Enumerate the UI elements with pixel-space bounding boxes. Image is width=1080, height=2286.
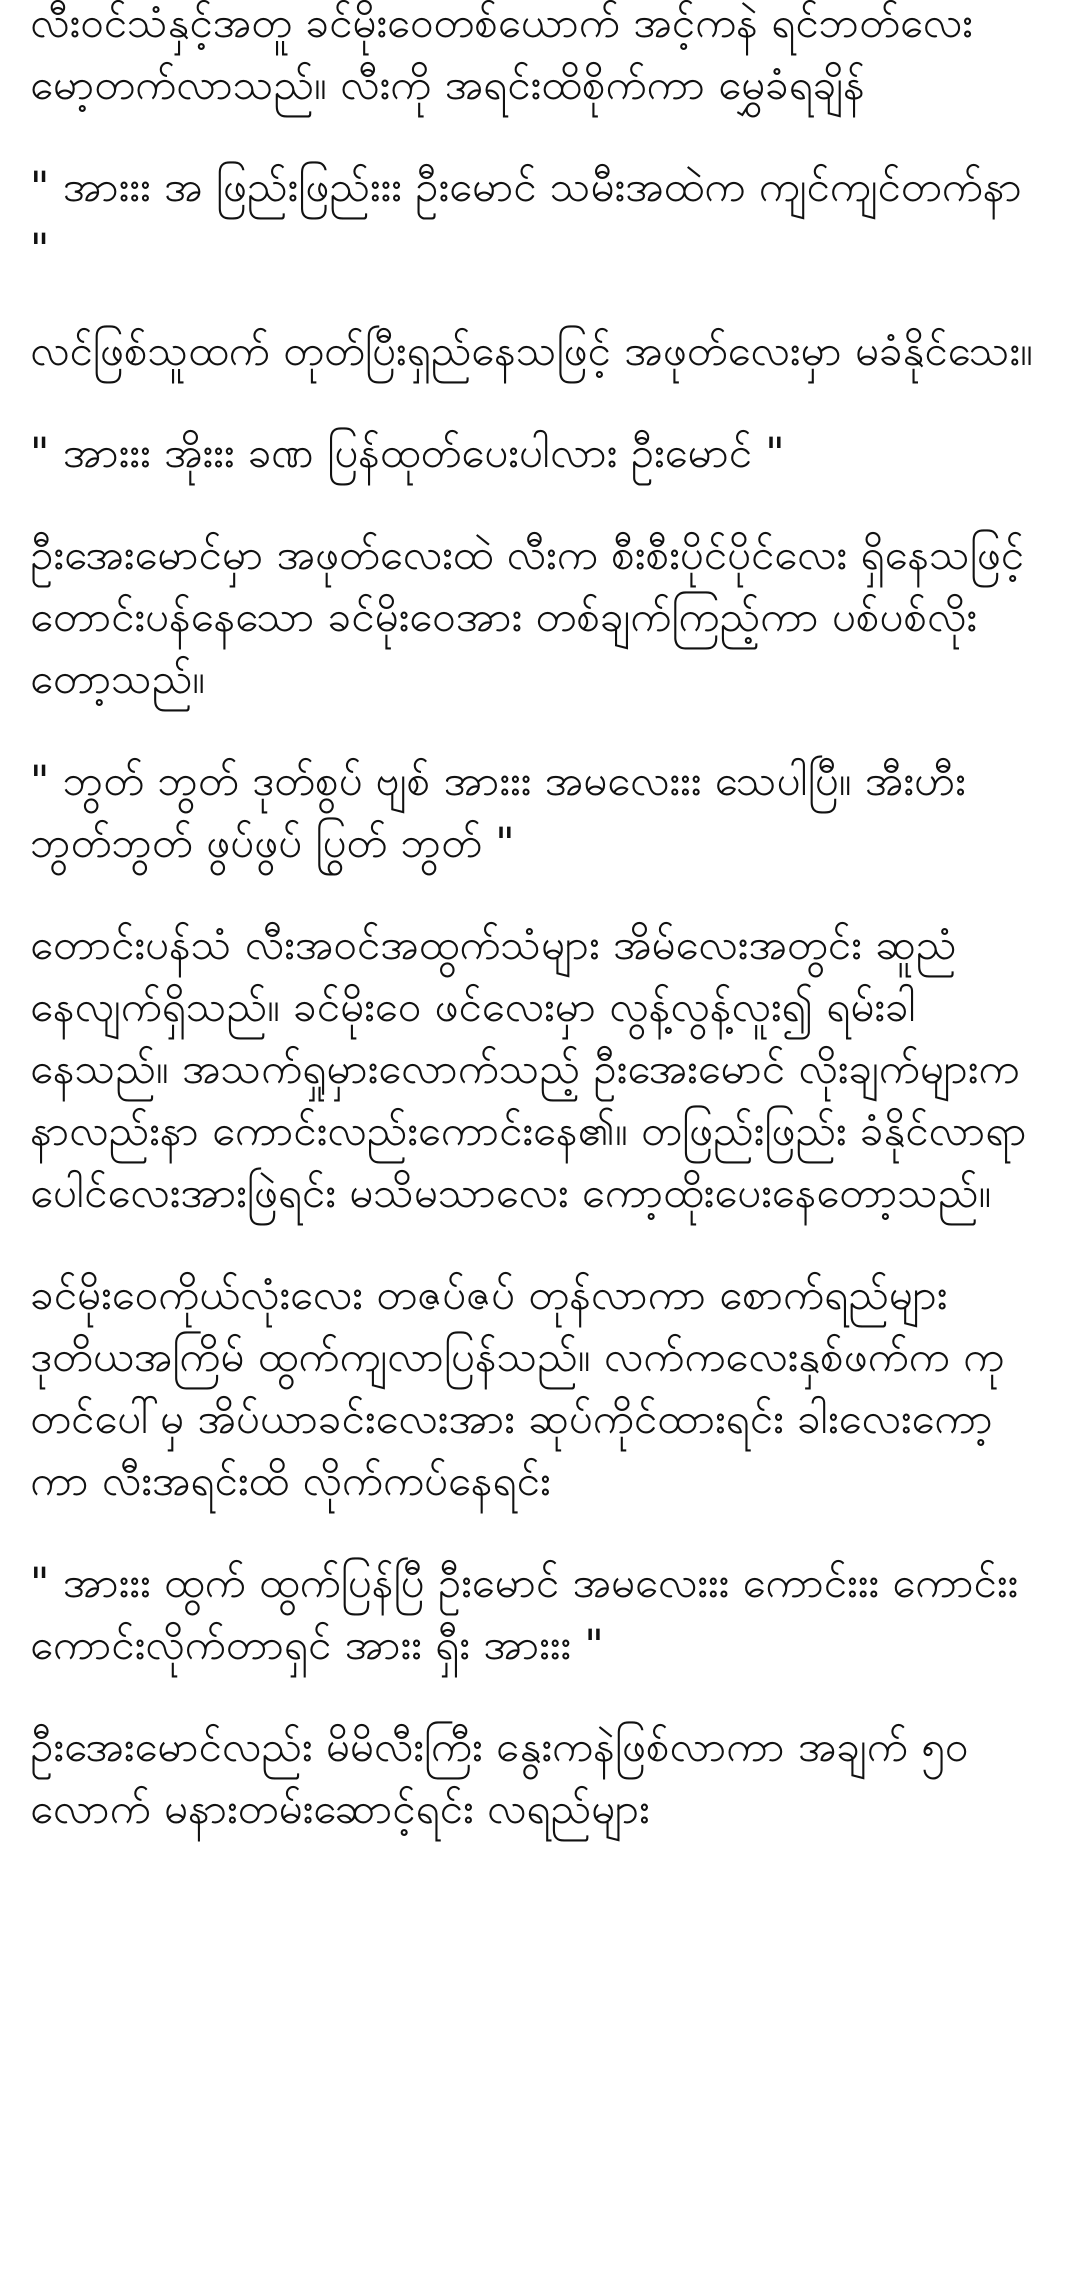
story-paragraph: " အားးး အ ဖြည်းဖြည်းးး ဦးမောင် သမီးအထဲက ကျင်ကျင်တက်နာ " bbox=[30, 162, 1022, 273]
story-paragraph: ခင်မိုးဝေကိုယ်လုံးလေး တဇပ်ဇပ် တုန်လာကာ စောက်ရည်များ ဒုတိယအကြိမ် ထွက်ကျလာပြန်သည်။ လက်ကလေးနှစ်ဖက်က ကုတင်ပေါ်မှ အိပ်ယာခင်းလေးအား ဆုပ်ကိုင်ထားရင်း ခါးလေးကော့ကာ လီးအရင်းထိ လိုက်ကပ်နေရင်း bbox=[30, 1270, 1005, 1505]
story-paragraph: ဦးအေးမောင်မှာ အဖုတ်လေးထဲ လီးက စီးစီးပိုင်ပိုင်လေး ရှိနေသဖြင့် တောင်းပန်နေသော ခင်မိုးဝေအား တစ်ချက်ကြည့်ကာ ပစ်ပစ်လိုးတော့သည်။ bbox=[30, 530, 1024, 703]
story-paragraph: ဦးအေးမောင်လည်း မိမိလီးကြီး နွေးကနဲဖြစ်လာကာ အချက် ၅၀ လောက် မနားတမ်းဆောင့်ရင်း လရည်များ bbox=[30, 1722, 969, 1833]
story-paragraph: လီးဝင်သံနှင့်အတူ ခင်မိုးဝေတစ်ယောက် အင့်ကနဲ ရင်ဘတ်လေး မော့တက်လာသည်။ လီးကို အရင်းထိစိုက်ကာ မွှေခံရချိန် bbox=[30, 0, 973, 109]
story-paragraph: တောင်းပန်သံ လီးအဝင်အထွက်သံများ အိမ်လေးအတွင်း ဆူညံနေလျက်ရှိသည်။ ခင်မိုးဝေ ဖင်လေးမှာ လွန့်လွန့်လူး၍ ရမ်းခါနေသည်။ အသက်ရှုမှားလောက်သည့် ဦးအေးမောင် လိုးချက်များက နာလည်းနာ ကောင်းလည်းကောင်းနေ၏။ တဖြည်းဖြည်း ခံနိုင်လာရာ ပေါင်လေးအားဖြဲရင်း မသိမသာလေး ကော့ထိုးပေးနေတော့သည်။ bbox=[30, 920, 1027, 1217]
reader-content bbox=[30, 0, 1050, 2286]
story-paragraph: " အားးး ထွက် ထွက်ပြန်ပြီ ဦးမောင် အမလေးးး ကောင်းးး ကောင်းး ကောင်းလိုက်တာရှင် အားး ရှီး အားးး " bbox=[30, 1558, 1019, 1669]
story-paragraph: လင်ဖြစ်သူထက် တုတ်ပြီးရှည်နေသဖြင့် အဖုတ်လေးမှာ မခံနိုင်သေး။ bbox=[30, 326, 1033, 375]
story-paragraph: " အားးး အိုးးး ခဏ ပြန်ထုတ်ပေးပါလား ဦးမောင် " bbox=[30, 428, 785, 477]
story-paragraph: " ဘွတ် ဘွတ် ဒုတ်စွပ် ဗျစ် အားးး အမလေးးး သေပါပြီ။ အီးဟီး ဘွတ်ဘွတ် ဖွပ်ဖွပ် ပြွတ် ဘွတ် " bbox=[30, 756, 966, 867]
